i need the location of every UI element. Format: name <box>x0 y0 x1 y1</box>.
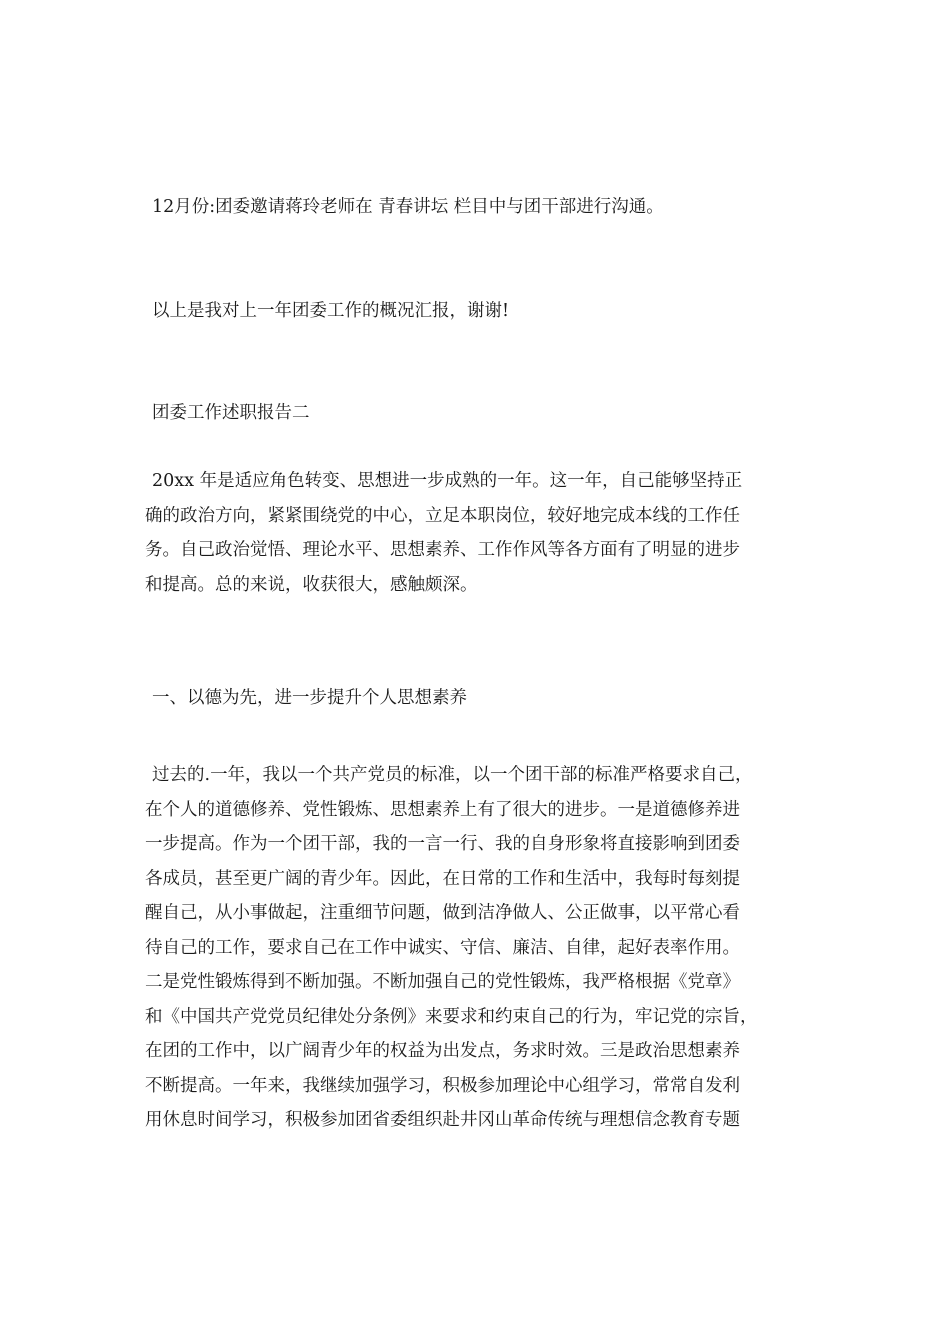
text-line: 用休息时间学习，积极参加团省委组织赴井冈山革命传统与理想信念教育专题 <box>145 1110 740 1130</box>
text-line: 待自己的工作，要求自己在工作中诚实、守信、廉洁、自律，起好表率作用。 <box>145 937 740 958</box>
text-line: 确的政治方向，紧紧围绕党的中心，立足本职岗位，较好地完成本线的工作任 <box>145 505 740 526</box>
paragraph-year-summary <box>145 464 813 602</box>
paragraph-closing-remark: 以上是我对上一年团委工作的概况汇报，谢谢! <box>152 301 510 321</box>
text-line: 20xx 年是适应角色转变、思想进一步成熟的一年。这一年，自己能够坚持正 <box>152 471 743 491</box>
text-line: 和《中国共产党党员纪律处分条例》来要求和约束自己的行为，牢记党的宗旨， <box>145 1006 758 1027</box>
text-line: 过去的.一年，我以一个共产党员的标准，以一个团干部的标准严格要求自己， <box>152 765 753 785</box>
text-line: 不断提高。一年来，我继续加强学习，积极参加理论中心组学习，常常自发利 <box>145 1075 740 1096</box>
text-line: 在团的工作中，以广阔青少年的权益为出发点，务求时效。三是政治思想素养 <box>145 1041 740 1061</box>
text-line: 务。自己政治觉悟、理论水平、思想素养、工作作风等各方面有了明显的进步 <box>145 540 740 560</box>
section-heading-one: 一、以德为先，进一步提升个人思想素养 <box>152 688 467 708</box>
text-line: 醒自己，从小事做起，注重细节问题，做到洁净做人、公正做事，以平常心看 <box>145 903 740 923</box>
paragraph-past-year <box>145 758 813 1138</box>
text-line: 各成员，甚至更广阔的青少年。因此，在日常的工作和生活中，我每时每刻提 <box>145 868 740 889</box>
text-line: 和提高。总的来说，收获很大，感触颇深。 <box>145 574 478 595</box>
text-line: 二是党性锻炼得到不断加强。不断加强自己的党性锻炼，我严格根据《党章》 <box>145 972 740 992</box>
text-line: 在个人的道德修养、党性锻炼、思想素养上有了很大的进步。一是道德修养进 <box>145 799 740 820</box>
paragraph-december-activity: 12月份:团委邀请蒋玲老师在 青春讲坛 栏目中与团干部进行沟通。 <box>152 197 664 217</box>
text-line: 一步提高。作为一个团干部，我的一言一行、我的自身形象将直接影响到团委 <box>145 834 740 854</box>
section-title-report-two: 团委工作述职报告二 <box>152 403 310 423</box>
